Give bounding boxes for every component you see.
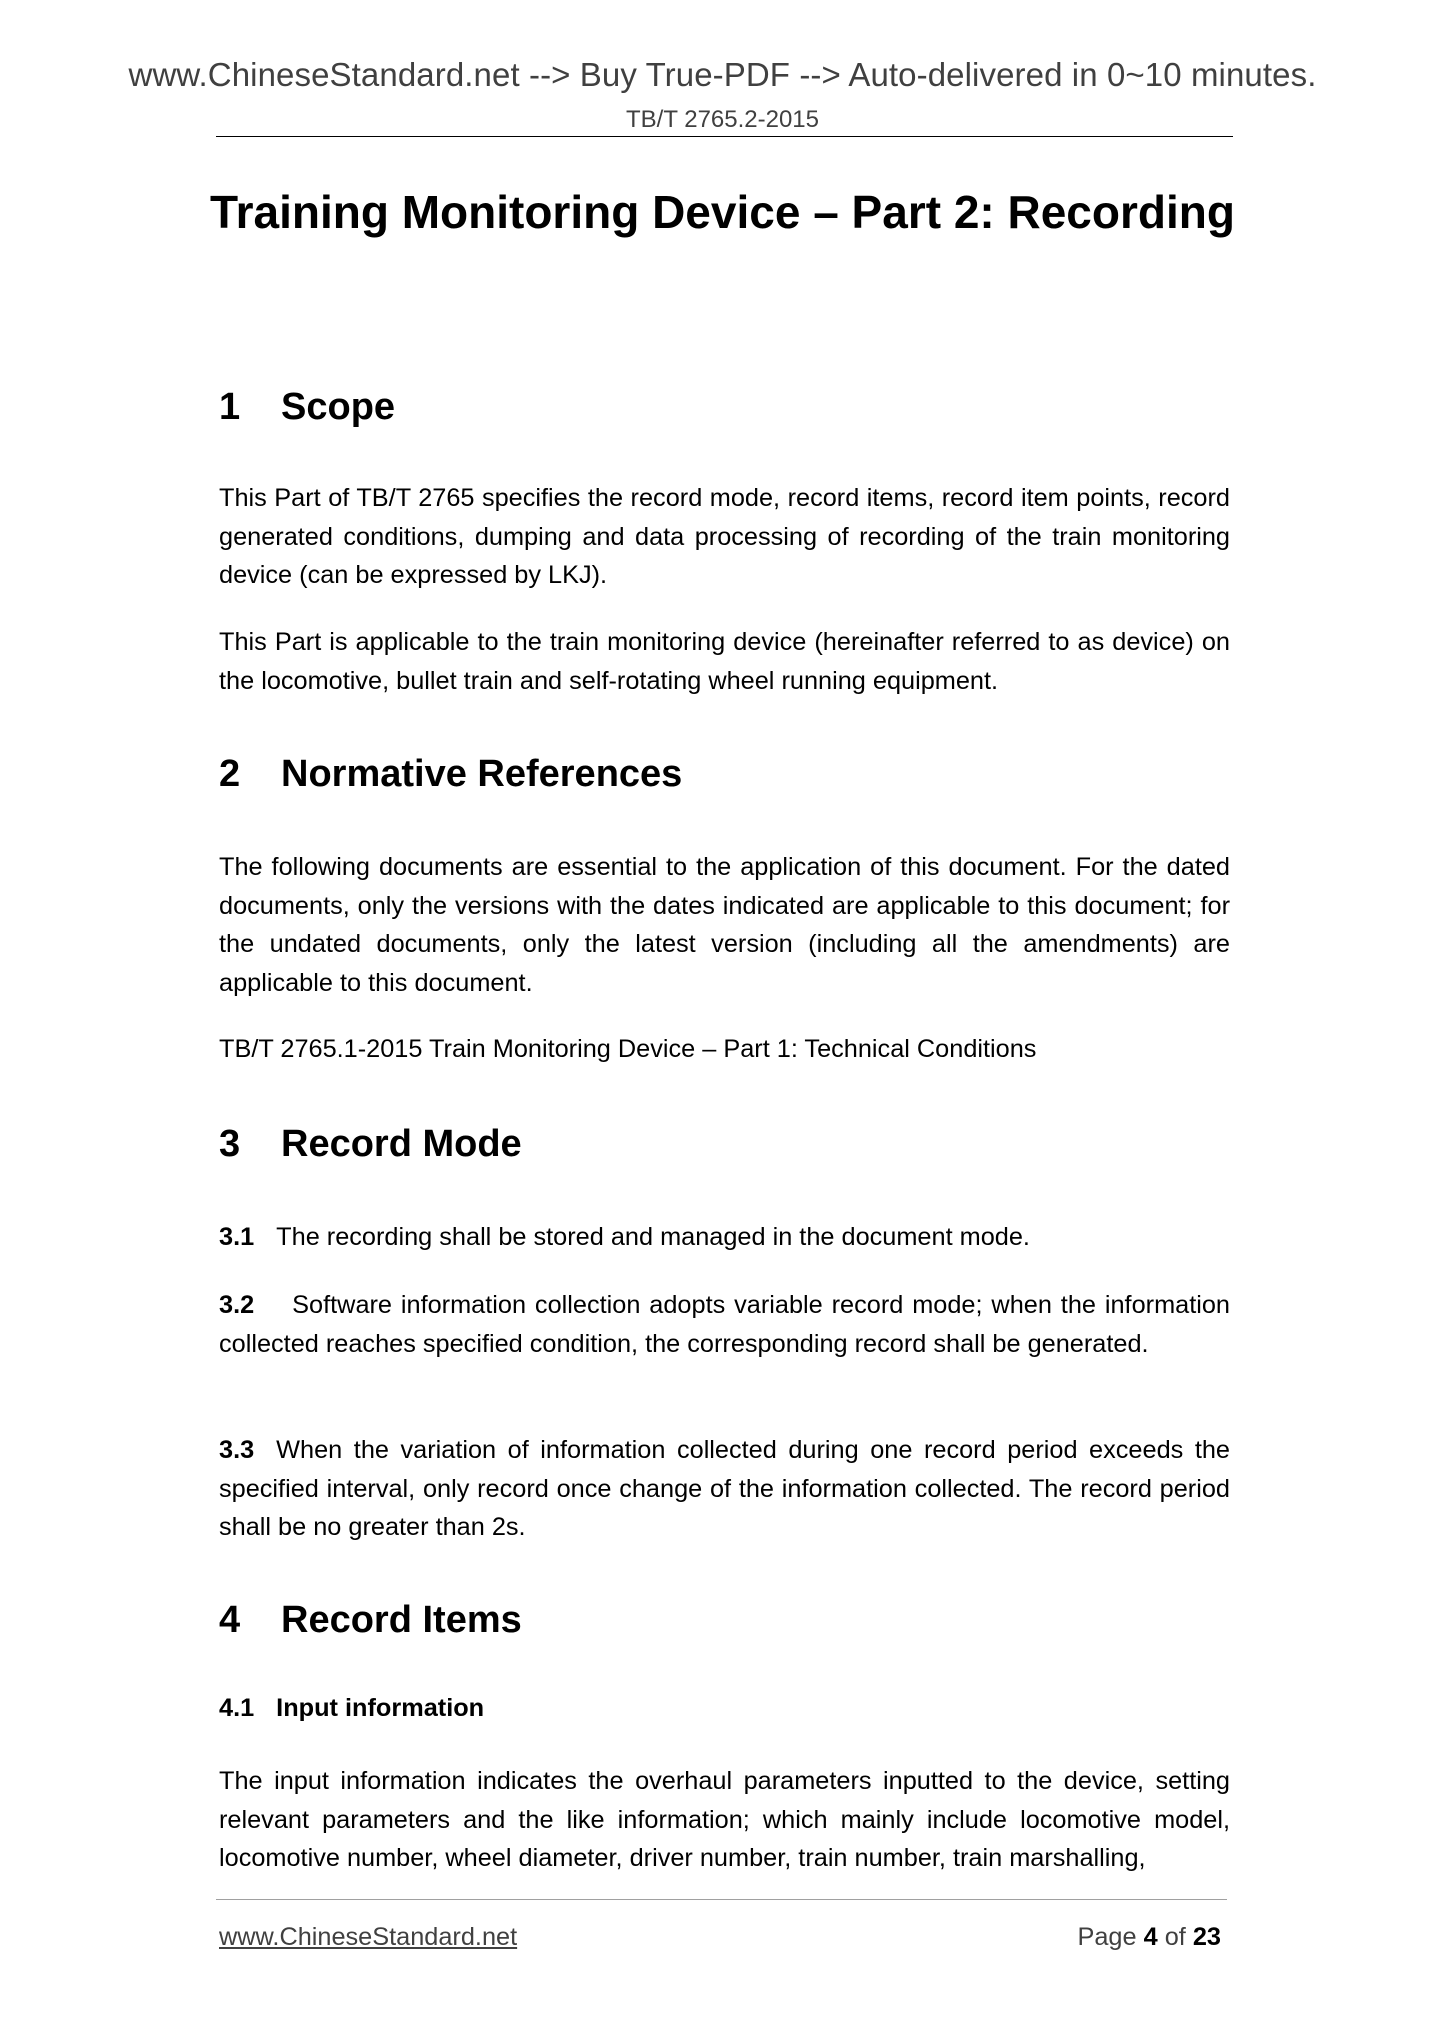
section-number: 2 <box>219 753 241 795</box>
page-label: Page <box>1077 1923 1137 1951</box>
section-2-heading <box>219 753 682 796</box>
page-separator: of <box>1164 1923 1186 1951</box>
section-title: Scope <box>281 386 396 428</box>
clause-3-2 <box>219 1286 1230 1363</box>
section-title: Normative References <box>281 753 683 795</box>
section-1-heading <box>219 386 395 429</box>
section-number: 3 <box>219 1123 241 1165</box>
section-title: Record Mode <box>281 1123 522 1165</box>
total-pages: 23 <box>1192 1923 1221 1951</box>
top-banner: www.ChineseStandard.net --> Buy True-PDF --> Auto-delivered in 0~10 minutes. <box>128 56 1317 93</box>
subsection-title: Input information <box>276 1694 485 1722</box>
standard-code: TB/T 2765.2-2015 <box>625 106 820 133</box>
section-number: 4 <box>219 1599 241 1641</box>
header-rule <box>216 136 1233 137</box>
subsection-4-1-heading <box>219 1694 484 1723</box>
section-number: 1 <box>219 386 241 428</box>
clause-number: 3.2 <box>219 1291 255 1319</box>
clause-3-3 <box>219 1431 1230 1547</box>
clause-number: 3.1 <box>219 1223 255 1251</box>
section-4-heading <box>219 1599 522 1642</box>
page-number <box>1077 1923 1221 1952</box>
normative-reference-item: TB/T 2765.1-2015 Train Monitoring Device – Part 1: Technical Conditions <box>219 1035 1037 1063</box>
clause-text: Software information collection adopts variable record mode; when the information collected reaches specified condition, the corresponding record shall be generated. <box>219 1291 1230 1358</box>
input-information-paragraph: The input information indicates the overhaul parameters inputted to the device, setting relevant parameters and the like information; which mainly include locomotive model, locomotive number, wheel diameter, driver number, train number, train marshalling, <box>219 1767 1230 1872</box>
scope-paragraph-1: This Part of TB/T 2765 specifies the record mode, record items, record item points, record generated conditions, dumping and data processing of recording of the train monitoring device (can be expressed by LKJ). <box>219 484 1230 589</box>
current-page: 4 <box>1143 1923 1158 1951</box>
footer-website-link[interactable]: www.ChineseStandard.net <box>219 1923 518 1951</box>
clause-3-1 <box>219 1218 1230 1257</box>
footer-rule <box>216 1899 1227 1900</box>
subsection-number: 4.1 <box>219 1694 255 1722</box>
clause-text: When the variation of information collected during one record period exceeds the specified interval, only record once change of the information collected. The record period shall be no greater than 2s. <box>219 1436 1230 1541</box>
document-title: Training Monitoring Device – Part 2: Recording <box>210 186 1235 238</box>
section-3-heading <box>219 1123 522 1166</box>
section-title: Record Items <box>281 1599 522 1641</box>
clause-number: 3.3 <box>219 1436 255 1464</box>
scope-paragraph-2: This Part is applicable to the train monitoring device (hereinafter referred to as device) on the locomotive, bullet train and self-rotating wheel running equipment. <box>219 628 1230 695</box>
normative-paragraph: The following documents are essential to the application of this document. For the dated documents, only the versions with the dates indicated are applicable to this document; for the undated documents, only the latest version (including all the amendments) are applicable to this document. <box>219 853 1230 997</box>
clause-text: The recording shall be stored and managed in the document mode. <box>276 1223 1030 1251</box>
